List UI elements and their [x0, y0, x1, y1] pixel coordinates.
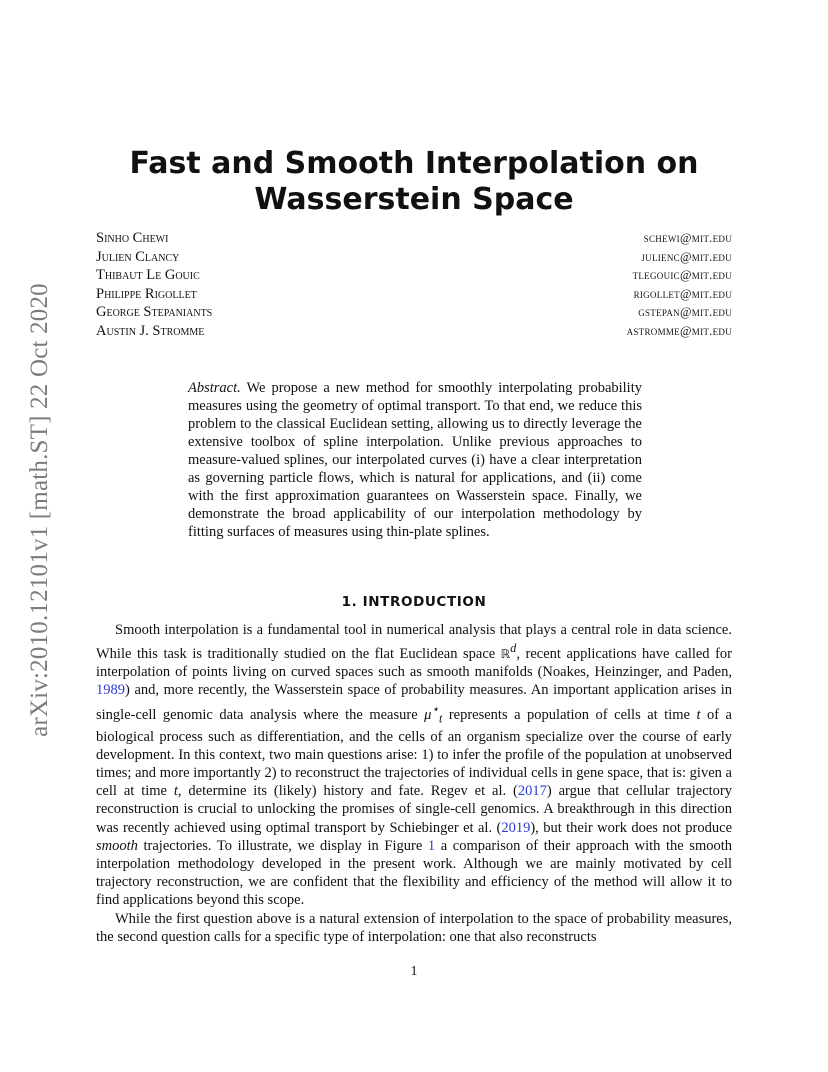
paragraph-2: While the first question above is a natural extension of interpolation to the space of probability measures, the second question calls for a specific type of interpolation: one that also reconstructs [96, 910, 732, 945]
author-email: julienc@mit.edu [641, 249, 732, 264]
time-symbol: t [696, 706, 701, 723]
author-row [96, 303, 732, 322]
text-run: Smooth interpolation is a fundamental tool in numerical analysis that plays a central role in data science. While this task is traditionally studied on the flat Euclidean space [96, 622, 732, 663]
citation-link[interactable]: 2019 [501, 819, 531, 836]
citation-link[interactable]: 1989 [96, 682, 125, 699]
page-number: 1 [410, 964, 418, 979]
author-name: Julien Clancy [96, 248, 180, 265]
text-run: trajectories. To illustrate, we display in Figure [137, 837, 428, 854]
author-list [96, 229, 732, 340]
author-email: rigollet@mit.edu [633, 286, 732, 301]
text-run: a comparison of their approach with the smooth interpolation methodology developed in the present work. Although we are mainly motivated by cell trajectory reconstruction, we are confident that the flexibility and efficiency of the method will allow it to find applications beyond this scope. [96, 837, 732, 909]
real-space-symbol: ℝ [500, 647, 511, 662]
title-line-2: Wasserstein Space [254, 182, 574, 217]
measure-superscript: ⋆ [431, 701, 439, 716]
author-name: Sinho Chewi [96, 230, 169, 246]
section-heading-introduction: 1. INTRODUCTION [341, 594, 487, 610]
author-row [96, 248, 732, 267]
text-run: represents a population of cells at time [442, 706, 697, 723]
time-symbol: t [173, 783, 178, 800]
arxiv-identifier-stamp: arXiv:2010.12101v1 [math.ST] 22 Oct 2020 [26, 283, 53, 737]
text-run: ), but their work does not produce [530, 819, 733, 836]
author-row [96, 285, 732, 304]
emphasis-smooth: smooth [96, 837, 138, 854]
author-name: Austin J. Stromme [96, 322, 205, 339]
measure-subscript: t [438, 711, 443, 726]
author-name: Philippe Rigollet [96, 285, 197, 302]
text-run: , determine its (likely) history and fate. Regev et al. ( [177, 783, 518, 800]
introduction-body [96, 621, 732, 946]
author-email: tlegouic@mit.edu [632, 268, 732, 282]
abstract [188, 379, 642, 541]
measure-symbol: μ [424, 706, 432, 723]
text-run: of a biological process such as differentiation, and the cells of an organism specialize over the course of early development. In this context, two main questions arise: 1) to infer the profile of the population at unobserved times; and more importantly 2) to reconstruct the trajectories of individual cells in gene space, that is: given a cell at time [96, 706, 732, 800]
figure-link[interactable]: 1 [427, 837, 436, 854]
title-line-1: Fast and Smooth Interpolation on [129, 146, 699, 181]
text-run: ) and, more recently, the Wasserstein space of probability measures. An important application arises in single-cell genomic data analysis where the measure [96, 682, 732, 723]
author-name: Thibaut Le Gouic [96, 267, 200, 283]
author-name: George Stepaniants [96, 304, 213, 320]
author-email: astromme@mit.edu [626, 323, 732, 338]
abstract-label: Abstract. [188, 380, 241, 396]
author-row [96, 266, 732, 285]
author-row [96, 229, 732, 248]
dimension-superscript: d [510, 641, 517, 656]
paper-title [0, 146, 828, 218]
author-row [96, 322, 732, 341]
text-run: , recent applications have called for interpolation of points living on curved spaces such as smooth manifolds (Noakes, Heinzinger, and Paden, [96, 646, 733, 681]
abstract-text: We propose a new method for smoothly interpolating probability measures using the geometry of optimal transport. To that end, we reduce this problem to the classical Euclidean setting, allowing us to directly leverage the extensive toolbox of spline interpolation. Unlike previous approaches to measure-valued splines, our interpolated curves (i) have a clear interpretation as governing particle flows, which is natural for applications, and (ii) come with the first approximation guarantees on Wasserstein space. Finally, we demonstrate the broad applicability of our interpolation methodology by fitting surfaces of measures using thin-plate splines. [188, 380, 642, 540]
paragraph-1 [96, 621, 732, 910]
text-run: ) argue that cellular trajectory reconstruction is crucial to unlocking the promises of single-cell genomics. A breakthrough in this direction was recently achieved using optimal transport by Schiebinger et al. ( [96, 783, 733, 836]
author-email: gstepan@mit.edu [638, 305, 732, 319]
author-email: schewi@mit.edu [643, 231, 732, 245]
citation-link[interactable]: 2017 [517, 783, 547, 800]
